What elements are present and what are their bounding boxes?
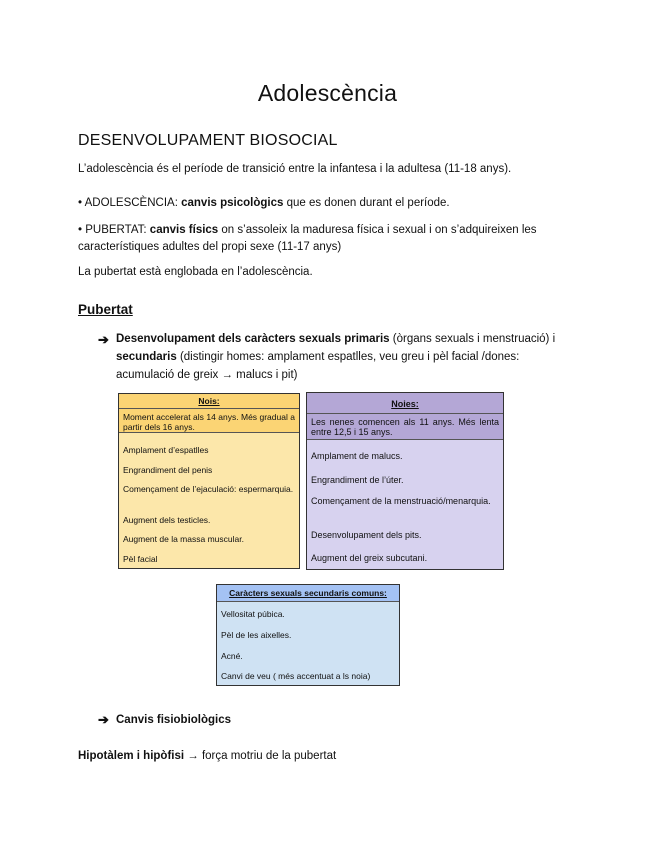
bullet-prefix: PUBERTAT: <box>85 224 147 236</box>
note-paragraph: La pubertat està englobada en l’adolescència. <box>78 266 313 278</box>
bullet-marker: • <box>78 224 83 236</box>
list-item: Començament de l’ejaculació: espermarquia. <box>123 484 294 494</box>
list-item: Amplament d’espatlles <box>123 445 209 455</box>
arrow-item-mid: (òrgans sexuals i menstruació) i <box>392 333 556 345</box>
bullet-adolescencia <box>78 195 558 212</box>
arrow-item-rest: (distingir homes: amplament espatlles, veu greu i pèl facial /dones: acumulació de greix → malucs i pit) <box>116 351 520 381</box>
list-item: Desenvolupament dels pits. <box>311 530 422 540</box>
bullet-rest: que es donen durant el període. <box>286 197 450 209</box>
girls-table <box>306 392 504 570</box>
common-characters-table <box>216 584 400 686</box>
final-line <box>78 748 558 765</box>
final-line-bold: Hipotàlem i hipòfisi <box>78 750 185 762</box>
bullet-bold: canvis psicològics <box>181 197 284 209</box>
boys-table-header: Nois: <box>119 394 299 409</box>
list-item: Pèl de les aixelles. <box>221 630 292 640</box>
bullet-prefix: ADOLESCÈNCIA: <box>84 197 178 209</box>
list-item: Canvi de veu ( més accentuat a ls noia) <box>221 671 371 681</box>
arrow-item-bold2: secundaris <box>116 351 177 363</box>
section-heading: DESENVOLUPAMENT BIOSOCIAL <box>78 132 338 149</box>
list-item: Vellositat púbica. <box>221 609 285 619</box>
list-item: Augment de la massa muscular. <box>123 534 244 544</box>
girls-table-header: Noies: <box>307 393 503 414</box>
arrow-bullet-icon: ➔ <box>98 712 109 727</box>
list-item: Augment dels testicles. <box>123 515 211 525</box>
list-item: Amplament de malucs. <box>311 451 403 461</box>
page-title: Adolescència <box>257 80 398 106</box>
bullet-bold: canvis físics <box>149 224 219 236</box>
list-item: Engrandiment de l’úter. <box>311 475 404 485</box>
list-item: Pèl facial <box>123 554 158 564</box>
arrow-item-canvis: Canvis fisiobiològics <box>116 714 232 726</box>
final-line-rest: → força motriu de la pubertat <box>187 750 337 762</box>
arrow-bullet-icon: ➔ <box>98 332 109 347</box>
bullet-rest: on s’assoleix la maduresa física i sexual i on s’adquireixen les característiques adultes del propi sexe (11-17 anys) <box>78 224 537 253</box>
boys-table-intro: Moment accelerat als 14 anys. Més gradual a partir dels 16 anys. <box>119 409 299 433</box>
list-item: Engrandiment del penis <box>123 465 213 475</box>
list-item: Començament de la menstruació/menarquia. <box>311 496 491 506</box>
bullet-marker: • <box>78 197 83 209</box>
pubertat-heading: Pubertat <box>78 302 133 317</box>
common-table-header: Caràcters sexuals secundaris comuns: <box>217 585 399 602</box>
list-item: Acné. <box>221 651 243 661</box>
arrow-item-caracters <box>116 330 560 384</box>
bullet-pubertat <box>78 222 558 256</box>
list-item: Augment del greix subcutani. <box>311 553 428 563</box>
definition-paragraph: L’adolescència és el període de transició entre la infantesa i la adultesa (11-18 anys). <box>78 163 512 175</box>
arrow-item-bold: Desenvolupament dels caràcters sexuals primaris <box>116 333 390 345</box>
boys-table <box>118 393 300 569</box>
girls-table-intro: Les nenes comencen als 11 anys. Més lenta entre 12,5 i 15 anys. <box>307 414 503 440</box>
